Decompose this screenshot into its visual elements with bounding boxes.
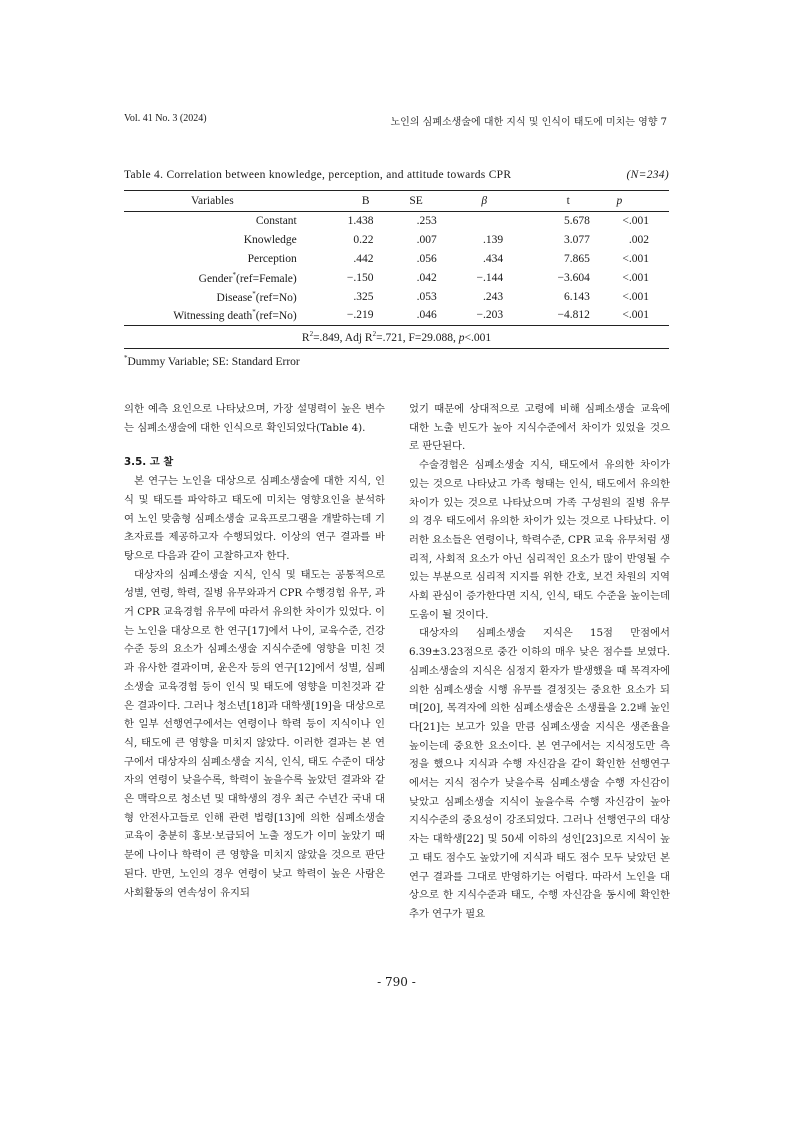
b-cell: .325 [353,290,374,303]
table-caption [124,169,669,181]
paragraph: 의한 예측 요인으로 나타났으며, 가장 설명력이 높은 변수는 심폐소생술에 대한 인식으로 확인되었다(Table 4). [124,403,385,434]
p-cell: <.001 [590,306,669,325]
t-cell: −3.604 [557,271,590,284]
correlation-table [124,190,669,349]
p-cell: <.001 [622,271,649,284]
footnote-text: Dummy Variable; SE: Standard Error [127,355,300,368]
se-cell: .042 [416,271,437,284]
running-title: 노인의 심폐소생술에 대한 지식 및 인식이 태도에 미치는 영향 7 [390,117,667,128]
table-row [124,268,669,287]
beta-cell: .243 [482,290,504,303]
table-header-row [124,191,669,212]
header-beta: β [437,191,503,212]
fit-stats: =.721, F=29.088, [376,331,459,344]
reference-group: (ref=No) [255,291,297,304]
beta-cell: −.144 [476,271,504,284]
squared-mark: 2 [309,329,314,338]
dummy-mark: * [232,270,236,279]
paragraph: 었기 때문에 상대적으로 고령에 비해 심폐소생술 교육에 대한 노출 빈도가 높아 지식수준에서 차이가 있었을 것으로 판단된다. [409,403,670,453]
paragraph: 수술경험은 심폐소생술 지식, 태도에서 유의한 차이가 있는 것으로 나타났고 가족 형태는 인식, 태도에서 유의한 차이가 있는 것으로 나타났으며 가족 구성원의 질병 유무의 경우 태도에서 유의한 차이가 있는 것으로 나타났다. 이러한 요소들은 연령이나, 학력수준, CPR 교육 유무처럼 생리적, 사회적 요소가 아닌 심리적인 요소가 많이 반영될 수 있는 부분으로 심리적 지지를 위한 간호, 보건 차원의 지역사회 관심이 증가한다면 지식, 인식, 태도 수준을 높이는데 도움이 될 것이다. [409,459,670,621]
beta-cell: −.203 [437,306,503,325]
header-t: t [503,191,590,212]
se-cell: .056 [416,252,437,265]
right-column [409,400,670,924]
se-cell: .007 [416,234,437,247]
variable-cell [124,250,301,269]
b-cell: .442 [353,252,374,265]
reference-group: (ref=No) [255,310,297,323]
variable-name: Witnessing death [173,310,253,323]
t-cell: −4.812 [503,306,590,325]
variable-name: Disease [216,291,253,304]
p-cell: .002 [628,234,649,247]
t-cell: 7.865 [563,252,590,265]
p-cell: <.001 [622,252,649,265]
table-caption-text: Table 4. Correlation between knowledge, perception, and attitude towards CPR [124,169,512,181]
b-cell: −.150 [346,271,374,284]
model-summary-row [124,325,669,348]
r2-label: R [301,331,310,344]
p-value: <.001 [464,331,492,344]
beta-cell [437,212,503,231]
variable-name: Gender [198,272,233,285]
variable-cell [124,306,301,325]
table-row [124,287,669,306]
b-cell: −.219 [301,306,374,325]
p-label: p [458,331,465,344]
variable-name: Knowledge [243,234,297,247]
sample-size: (N=234) [626,169,669,181]
b-cell: 0.22 [353,234,374,247]
paragraph: 대상자의 심폐소생술 지식, 인식 및 태도는 공통적으로 성별, 연령, 학력, 질병 유무와과거 CPR 수행경험 유무, 과거 CPR 교육경험 유무에 따라서 유의한 차이가 있었다. 이는 노인을 대상으로 한 연구[17]에서 나이, 교육수준, 건강수준 등의 요소가 심폐소생술 지식수준에 영향을 미친 것과 유사한 결과이며, 윤은자 등의 연구[12]에서 성별, 심폐소생술 교육경험 등이 인식 및 태도에 영향을 미친것과 같은 결과이다. 그러나 청소년[18]과 대학생[19]을 대상으로 한 일부 선행연구에서는 연령이나 학력 등이 지식이나 인식, 태도에 큰 영향을 미치지 않았다. 이러한 결과는 본 연구에서 대상자의 심폐소생술 지식, 인식, 태도 수준이 대상자의 연령이 낮을수록, 학력이 높을수록 높았던 결과와 같은 맥락으로 청소년 및 대학생의 경우 최근 수년간 국내 대형 안전사고들로 인해 관련 법령[13]에 의한 심폐소생술 교육이 충분히 홍보·보급되어 노출 정도가 이미 높았기 때문에 나이나 학력이 큰 영향을 미치지 않았을 것으로 판단된다. 반면, 노인의 경우 연령이 낮고 학력이 높은 사람은 사회활동의 연속성이 유지되 [124,568,385,899]
variable-cell [124,268,301,287]
beta-cell: .434 [482,252,504,265]
table-footnote [124,354,300,368]
dummy-mark: * [252,289,256,298]
se-cell: .253 [416,215,437,228]
header-se: SE [374,191,437,212]
header-p: p [590,191,669,212]
r2-value: =.849, Adj R [313,331,373,344]
footnote-mark: * [124,354,128,362]
reference-group: (ref=Female) [235,272,297,285]
header-b: B [301,191,374,212]
table-row [124,231,669,250]
b-cell: 1.438 [347,215,374,228]
p-cell: <.001 [622,215,649,228]
t-cell: 3.077 [563,234,590,247]
se-cell: .046 [374,306,437,325]
left-column [124,400,385,902]
variable-cell [124,231,301,250]
journal-volume: Vol. 41 No. 3 (2024) [124,113,207,124]
table-row [124,250,669,269]
paragraph: 대상자의 심폐소생술 지식은 15점 만점에서 6.39±3.23점으로 중간 이하의 매우 낮은 점수를 보였다. 심폐소생술의 지식은 심정지 환자가 발생했을 때 목격자에 의한 심폐소생술 시행 유무를 결정짓는 중요한 요소가 되며[20], 목격자에 의한 심폐소생술은 소생률을 2.2배 높인다[21]는 보고가 있을 만큼 심폐소생술 지식은 생존율을 높이는데 중요한 요소이다. 본 연구에서는 지식정도만 측정을 했으나 지식과 수행 자신감을 같이 확인한 선행연구에서는 지식 점수가 낮을수록 심폐소생술 수행 자신감이 낮았고 심폐소생술 지식이 높을수록 수행 자신감이 높아 지식수준의 중요성이 강조되었다. 그러나 선행연구의 대상자는 대학생[22] 및 50세 이하의 성인[23]으로 지식이 높고 태도 점수도 높았기에 지식과 태도 점수 모두 낮았던 본 연구 결과를 그대로 반영하기는 어렵다. 따라서 노인을 대상으로 한 지식수준과 태도, 수행 자신감을 동시에 확인한 추가 연구가 필요 [409,627,670,920]
paragraph: 본 연구는 노인을 대상으로 심폐소생술에 대한 지식, 인식 및 태도를 파악하고 태도에 미치는 영향요인을 분석하여 노인 맞춤형 심폐소생술 교육프로그램을 개발하는데 기초자료를 제공하고자 수행되었다. 이상의 연구 결과를 바탕으로 다음과 같이 고찰하고자 한다. [124,475,385,562]
t-cell: 5.678 [563,215,590,228]
section-heading: 3.5. 고 찰 [124,456,174,469]
page-number: - 790 - [377,975,416,989]
variable-name: Constant [255,215,297,228]
t-cell: 6.143 [563,290,590,303]
variable-cell [124,212,301,231]
beta-cell: .139 [482,234,504,247]
variable-name: Perception [247,252,297,265]
se-cell: .053 [416,290,437,303]
squared-mark: 2 [372,329,377,338]
table-row [124,212,669,231]
p-cell: <.001 [622,290,649,303]
dummy-mark: * [252,308,256,317]
variable-cell [124,287,301,306]
model-summary [124,325,669,348]
header-variables: Variables [124,191,301,212]
table-row [124,306,669,325]
